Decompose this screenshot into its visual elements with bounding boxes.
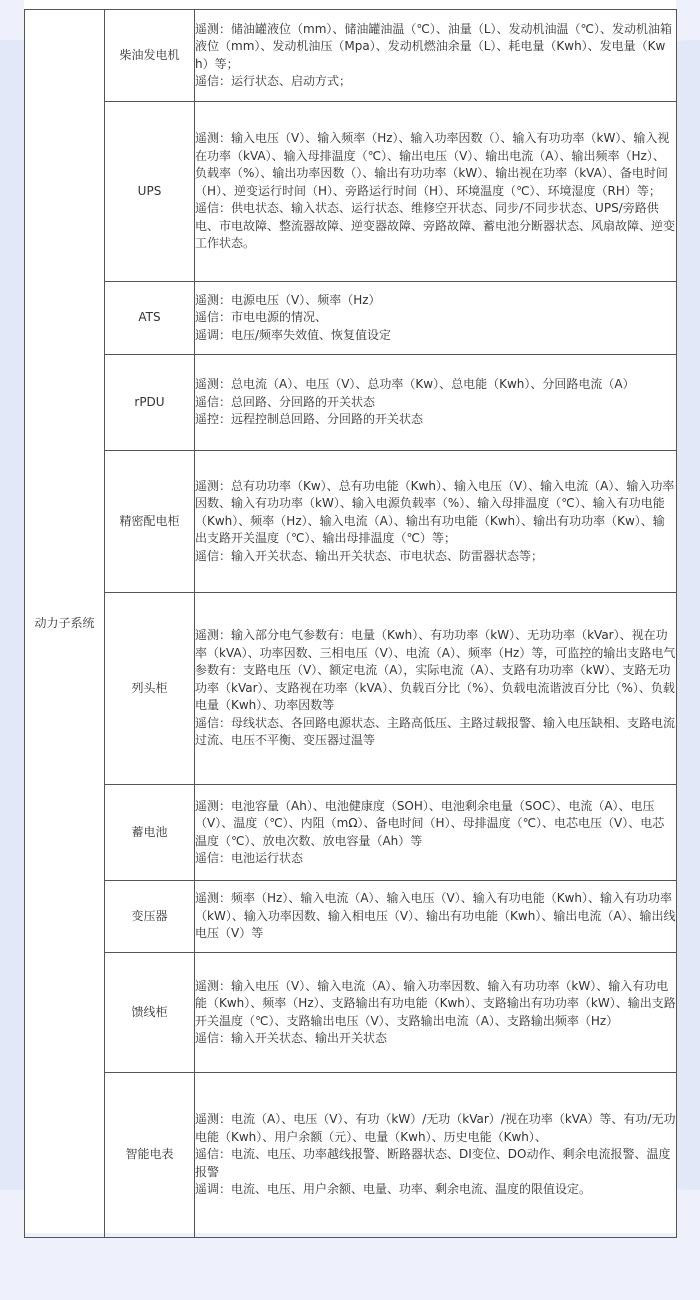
spec-table: [24, 9, 677, 1238]
table-row: [25, 451, 677, 593]
device-name-cell: 列头柜: [105, 593, 195, 785]
device-description-cell: [195, 451, 677, 593]
description-line: 遥测：储油罐液位（mm）、储油罐油温（℃）、油量（L）、发动机油温（℃）、发动机油箱液位（mm）、发动机油压（Mpa）、发动机燃油余量（L）、耗电量（Kwh）、发电量（Kwh）等；: [195, 21, 673, 71]
description-line: 遥信：输入开关状态、输出开关状态: [195, 1031, 388, 1045]
device-description-cell: [195, 10, 677, 102]
device-name-cell: rPDU: [105, 355, 195, 451]
description-line: 遥信：总回路、分回路的开关状态: [195, 394, 376, 409]
description-line: 遥调：电流、电压、用户余额、电量、功率、剩余电流、温度的限值设定。: [195, 1182, 592, 1197]
description-line: 遥信：输入开关状态、输出开关状态、市电状态、防雷器状态等；: [195, 548, 544, 563]
device-name-cell: 馈线柜: [105, 953, 195, 1073]
description-line: 遥测：输入电压（V）、输入电流（A）、输入功率因数、输入有功功率（kW）、输入有功电能（Kwh）、频率（Hz）、支路输出有功电能（Kwh）、支路输出有功功率（kW）、输出支路开关温度（℃）、支路输出电压（V）、支路输出电流（A）、支路输出频率（Hz）: [195, 978, 676, 1028]
device-description-cell: [195, 282, 677, 355]
description-line: 遥信：供电状态、输入状态、运行状态、维修空开状态、同步/不同步状态、UPS/旁路供电、市电故障、整流器故障、逆变器故障、旁路故障、蓄电池分断器状态、风扇故障、逆变工作状态。: [195, 201, 676, 251]
description-line: 遥调：电压/频率失效值、恢复值设定: [195, 327, 392, 342]
description-line: 遥测：输入部分电气参数有：电量（Kwh）、有功功率（kW）、无功功率（kVar）、视在功率（kVA）、功率因数、三相电压（V）、电流（A）、频率（Hz）等，可监控的输出支路电气参数有：支路电压（V）、额定电流（A），实际电流（A）、支路有功功率（kW）、支路无功功率（kVar）、支路视在功率（kVA）、负载百分比（%）、负载电流谐波百分比（%）、负载电量（Kwh）、功率因数等: [195, 628, 676, 713]
device-description-cell: [195, 355, 677, 451]
table-row: [25, 953, 677, 1073]
device-name-cell: 精密配电柜: [105, 451, 195, 593]
description-line: 遥测：频率（Hz）、输入电流（A）、输入电压（V）、输入有功电能（Kwh）、输入有功功率（kW）、输入功率因数、输入相电压（V）、输出有功电能（Kwh）、输出电流（A）、输出线电压（V）等: [195, 891, 676, 941]
device-name-cell: UPS: [105, 102, 195, 282]
document-sheet: [24, 0, 676, 1233]
device-description-cell: [195, 785, 677, 881]
table-row: [25, 102, 677, 282]
table-row: [25, 282, 677, 355]
table-row: [25, 10, 677, 102]
device-description-cell: [195, 953, 677, 1073]
description-line: 遥测：输入电压（V）、输入频率（Hz）、输入功率因数（）、输入有功功率（kW）、输入视在功率（kVA）、输入母排温度（℃）、输出电压（V）、输出电流（A）、输出频率（Hz）、负载率（%）、输出功率因数（）、输出有功功率（kW）、输出视在功率（kVA）、备电时间（H）、逆变运行时间（H）、旁路运行时间（H）、环境温度（℃）、环境湿度（RH）等；: [195, 131, 670, 198]
table-row: [25, 881, 677, 953]
table-row: [25, 785, 677, 881]
description-line: 遥测：总电流（A）、电压（V）、总功率（Kw）、总电能（Kwh）、分回路电流（A）: [195, 377, 635, 392]
description-line: 遥测：电池容量（Ah）、电池健康度（SOH）、电池剩余电量（SOC）、电流（A）、电压（V）、温度（℃）、内阻（mΩ）、备电时间（H）、母排温度（℃）、电芯电压（V）、电芯温度（℃）、放电次数、放电容量（Ah）等: [195, 798, 665, 848]
table-row: [25, 1073, 677, 1238]
description-line: 遥测：总有功功率（Kw）、总有功电能（Kwh）、输入电压（V）、输入电流（A）、输入功率因数、输入有功功率（kW）、输入电源负载率（%）、输入母排温度（℃）、输入有功电能（Kwh）、频率（Hz）、输入电流（A）、输出有功电能（Kwh）、输出有功功率（Kw）、输出支路开关温度（℃）、输出母排温度（℃）等；: [195, 478, 675, 546]
table-row: [25, 355, 677, 451]
device-description-cell: [195, 881, 677, 953]
device-name-cell: 变压器: [105, 881, 195, 953]
device-name-cell: 智能电表: [105, 1073, 195, 1238]
description-line: 遥信：电流、电压、功率越线报警、断路器状态、DI变位、DO动作、剩余电流报警、温度报警: [195, 1147, 671, 1179]
device-description-cell: [195, 102, 677, 282]
device-description-cell: [195, 593, 677, 785]
device-name-cell: 柴油发电机: [105, 10, 195, 102]
description-line: 遥控：远程控制总回路、分回路的开关状态: [195, 412, 424, 427]
system-name-cell: 动力子系统: [25, 10, 105, 1238]
description-line: 遥信：母线状态、各回路电源状态、主路高低压、主路过载报警、输入电压缺相、支路电流过流、电压不平衡、变压器过温等: [195, 715, 676, 748]
table-row: [25, 593, 677, 785]
device-description-cell: [195, 1073, 677, 1238]
description-line: 遥信：电池运行状态: [195, 851, 304, 865]
device-name-cell: ATS: [105, 282, 195, 355]
description-line: 遥信：市电电源的情况、: [195, 310, 328, 325]
description-line: 遥测：电流（A）、电压（V）、有功（kW）/无功（kVar）/视在功率（kVA）等、有功/无功电能（Kwh）、用户余额（元）、电量（Kwh）、历史电能（Kwh）、: [195, 1112, 676, 1144]
device-name-cell: 蓄电池: [105, 785, 195, 881]
description-line: 遥测：电源电压（V）、频率（Hz）: [195, 292, 381, 307]
description-line: 遥信：运行状态、启动方式；: [195, 74, 352, 88]
